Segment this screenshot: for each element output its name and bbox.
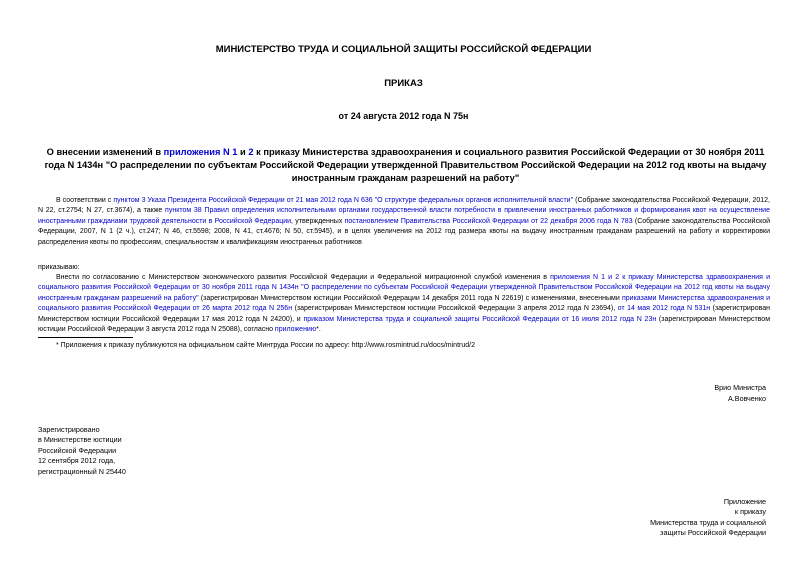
link-order-23n[interactable]: приказом Министерства труда и социальной защиты Российской Федерации от 16 июля 2012 года N 23н — [303, 315, 657, 323]
subject-link-appendix-1[interactable]: приложения N 1 — [163, 147, 238, 157]
order-text-4: (зарегистрирован Министерством юстиции Российской Федерации 17 мая 2012 года N 24200), и — [38, 305, 770, 323]
appendix-line-3: Министерства труда и социальной — [650, 517, 766, 527]
ministry-heading: МИНИСТЕРСТВО ТРУДА И СОЦИАЛЬНОЙ ЗАЩИТЫ РОССИЙСКОЙ ФЕДЕРАЦИИ — [215, 44, 592, 55]
registration-line-2: в Министерстве юстиции — [38, 435, 122, 445]
link-government-resolution[interactable]: постановлением Правительства Российской Федерации от 22 декабря 2006 года N 783 — [344, 217, 633, 225]
order-text-6: *. — [316, 326, 321, 334]
registration-line-1: Зарегистрировано — [38, 425, 100, 434]
subject-text-3: к приказу Министерства здравоохранения и социального развития Российской Федерации от 30 ноября 2011 года N 1434н "О распределении по субъектам Российской Федерации утвержденной Правительством Российской Федерации на 2012 год квоты на выдачу иностранным гражданам разрешений на работу" — [44, 147, 767, 183]
signatory-title: Врио Министра — [714, 383, 766, 392]
link-presidential-decree[interactable]: пунктом 3 Указа Президента Российской Федерации от 21 мая 2012 года N 636 "О структуре федеральных органов исполнительной власти" — [113, 197, 574, 204]
date-number-heading: от 24 августа 2012 года N 75н — [338, 111, 469, 121]
link-rules-point-38[interactable]: пунктом 38 Правил определения исполнительными органами государственной власти потребности в привлечении иностранных работников и формирования квот на осуществление иностранными гражданами трудовой деятельности в Российской Федерации — [38, 207, 770, 225]
appendix-line-4: защиты Российской Федерации — [660, 528, 766, 538]
signatory-name: А.Вовченко — [727, 394, 766, 403]
order-subject — [38, 146, 773, 185]
order-paragraph — [38, 273, 770, 335]
order-text-2: (зарегистрирован Министерством юстиции Российской Федерации 14 декабря 2011 года N 22619) с изменениями, внесенными — [198, 294, 622, 302]
preamble-text-1: В соответствии с — [56, 197, 114, 204]
link-appendices-order-1434n[interactable]: приложения N 1 и 2 к приказу Министерства здравоохранения и социального развития Российской Федерации от 30 ноября 2011 года N 1434н "О распределении по субъектам Российской Федерации утвержденной Правительством Российской Федерации на 2012 год квоты на выдачу иностранным гражданам разрешений на работу" — [38, 274, 770, 302]
appendix-line-2: к приказу — [734, 507, 766, 517]
registration-line-4: 12 сентября 2012 года, — [38, 456, 116, 466]
subject-link-appendix-2[interactable]: 2 — [248, 147, 254, 157]
footnote: * Приложения к приказу публикуются на официальном сайте Минтруда России по адресу: http://www.rosmintrud.ru/docs/mintrud/2 — [56, 342, 475, 349]
order-text-1: Внести по согласованию с Министерством экономического развития Российской Федерации и Федеральной миграционной службой изменения в — [56, 274, 551, 281]
preamble-text-4: (Собрание законодательства Российской Федерации, 2007, N 1 (2 ч.), ст.247; N 46, ст.5598; 2008, N 41, ст.4676; N 50, ст.5945), и в целях увеличения на 2012 год размера квоты на выдачу иностранным гражданам разрешений на работу и корректировки распределения квоты по профессиям, специальностям и квалификациям иностранных работников — [38, 217, 771, 246]
registration-line-5: регистрационный N 25440 — [38, 466, 126, 476]
link-order-256n[interactable]: приказами Министерства здравоохранения и социального развития Российской Федерации от 26 марта 2012 года N 256н — [38, 294, 770, 313]
link-order-531n[interactable]: от 14 мая 2012 года N 531н — [617, 305, 711, 313]
appendix-line-1: Приложение — [723, 497, 766, 506]
appendix-block — [650, 497, 766, 539]
signature-block — [714, 382, 766, 404]
order-text-5: (зарегистрирован Министерством юстиции Российской Федерации 3 августа 2012 года N 25088), согласно — [38, 315, 771, 334]
order-word: приказываю: — [38, 264, 80, 271]
subject-text-1: О внесении изменений в — [46, 147, 164, 157]
preamble-text-3: , утвержденных — [291, 217, 345, 225]
subject-text-2: и — [237, 147, 249, 157]
order-text-3: (зарегистрирован Министерством юстиции Российской Федерации 3 апреля 2012 года N 23694), — [292, 305, 618, 313]
link-appendix[interactable]: приложению — [274, 326, 317, 334]
preamble-paragraph — [38, 196, 770, 248]
preamble-text-2: (Собрание законодательства Российской Федерации, 2012, N 22, ст.2754; N 27, ст.3674), а также — [38, 197, 770, 215]
footnote-divider — [38, 337, 133, 338]
registration-block — [38, 425, 126, 477]
document-type-heading: ПРИКАЗ — [384, 78, 423, 89]
registration-line-3: Российской Федерации — [38, 445, 117, 455]
